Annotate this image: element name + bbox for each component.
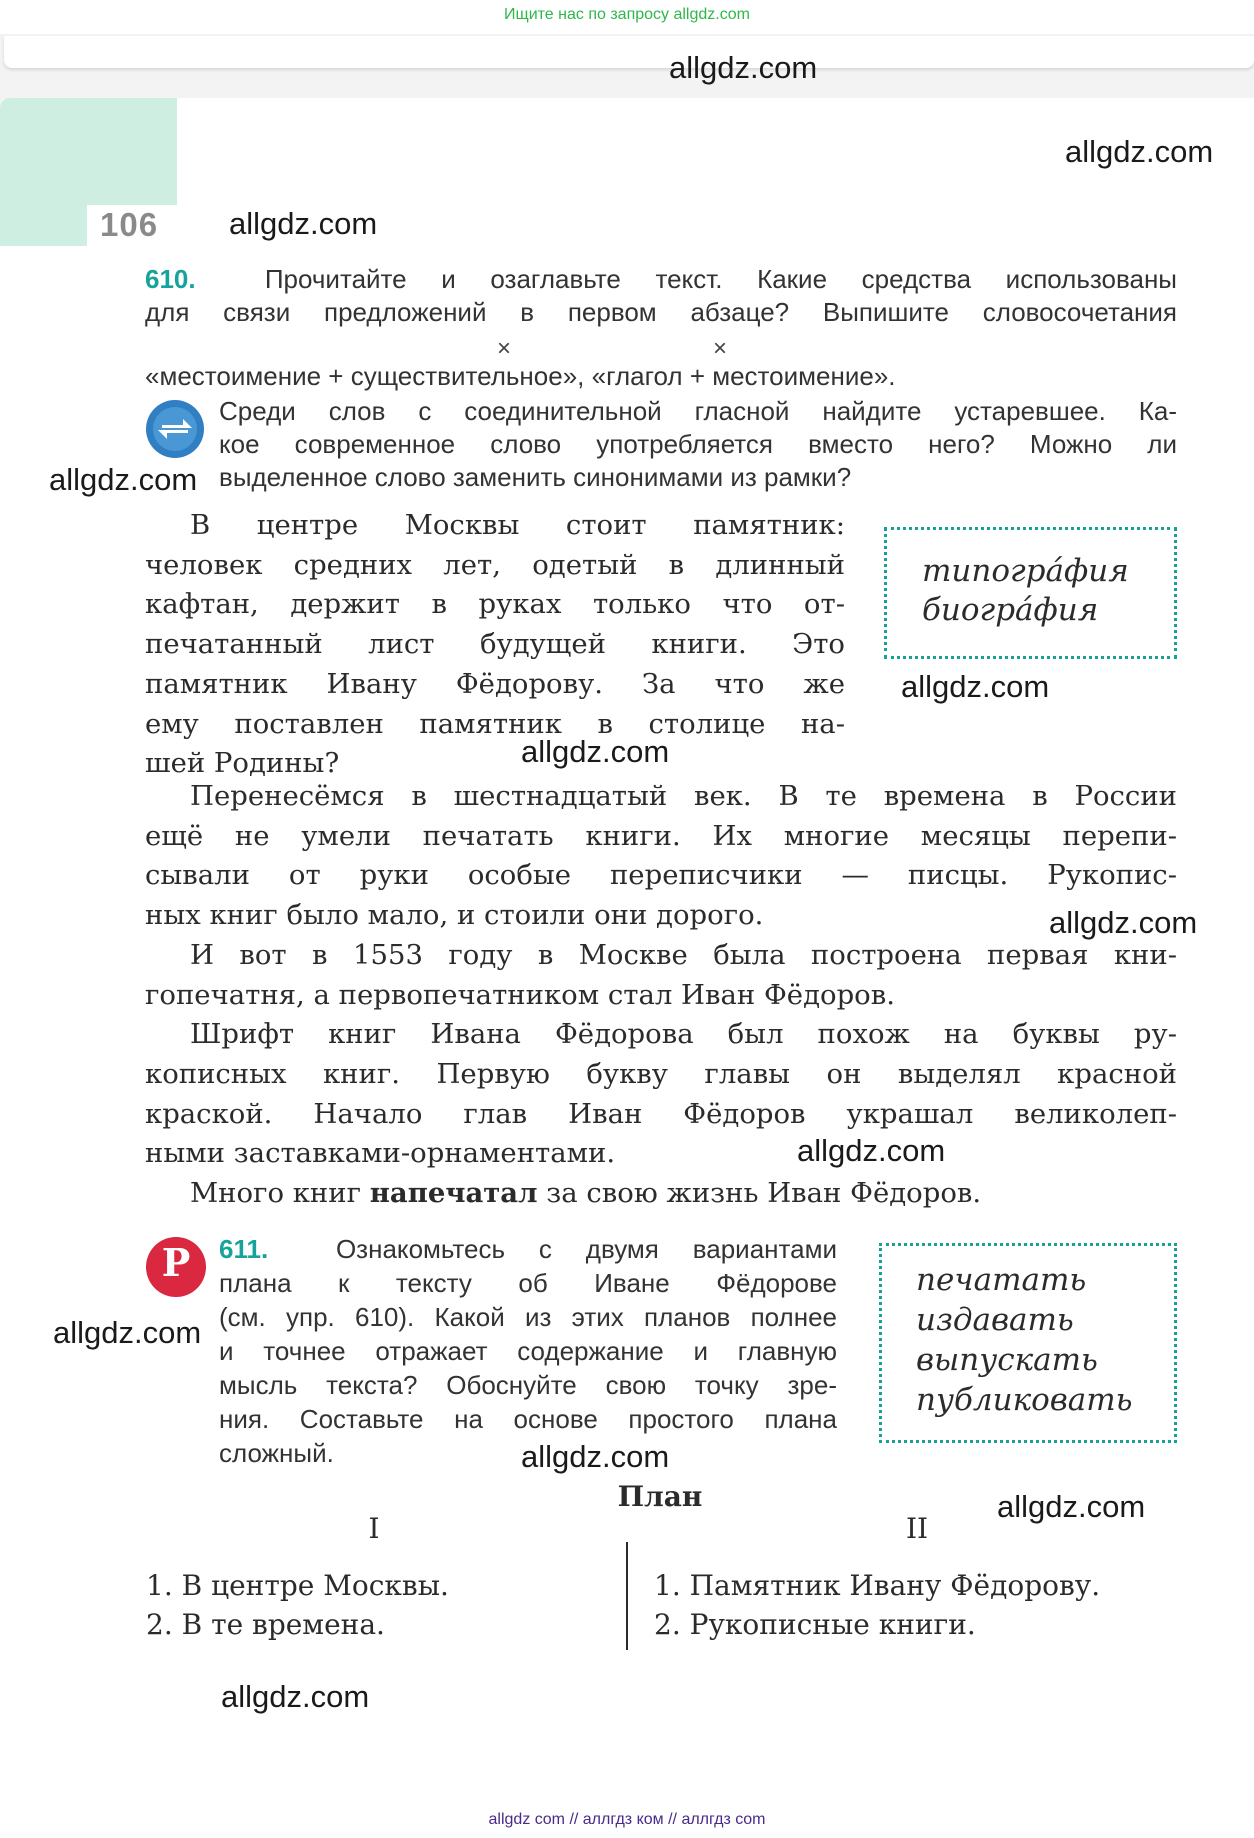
text-paragraph-1: В центре Москвы стоит памятник: человек средних лет, одетый в длинный кафтан, держит в руках только что от- печатанный лист будущей книги. Это памятник Ивану Фёдорову. За что же ему поставлен памятник в столице на- шей Родины? [145, 509, 845, 780]
highlighted-word: напечатал [369, 1177, 538, 1210]
task-611-line-3: (см. упр. 610). Какой из этих планов полнее [219, 1302, 837, 1332]
watermark: allgdz.com [221, 1679, 370, 1714]
watermark: allgdz.com [997, 1489, 1146, 1524]
plan-1-heading: I [368, 1512, 380, 1545]
task-610-extra-line-3: выделенное слово заменить синонимами из рамки? [219, 462, 852, 492]
plan-item: 1. Памятник Ивану Фёдорову. [654, 1569, 1101, 1602]
plan-1-list [146, 1566, 449, 1644]
previous-page-edge [4, 36, 1254, 68]
watermark: allgdz.com [797, 1133, 946, 1168]
watermark: allgdz.com [521, 1439, 670, 1474]
swap-arrows-icon [145, 399, 205, 459]
plan-divider [626, 1542, 628, 1650]
watermark: allgdz.com [1065, 134, 1214, 169]
watermark: allgdz.com [229, 206, 378, 241]
last-sentence: Много книг напечатал за свою жизнь Иван Фёдоров. [190, 1177, 982, 1210]
plan-item: 2. Рукописные книги. [654, 1608, 976, 1641]
text-paragraphs: Перенесёмся в шестнадцатый век. В те времена в России ещё не умели печатать книги. Их многие месяцы перепи- сывали от руки особые переписчики — писцы. Рукопис- ных книг было мало, и стоили они дорого. И вот в 1553 году в Москве была построена первая кни- гопечатня, а первопечатником стал Иван Фёдоров. Шрифт книг Ивана Фёдорова был похож на буквы ру- кописных книг. Первую букву главы он выделял красной краской. Начало глав Иван Фёдоров украшал великолеп- ными заставками-орнаментами. Много книг напечатал за свою жизнь Иван Фёдоров. [145, 777, 1177, 1214]
watermark: allgdz.com [1049, 905, 1198, 940]
box-word: выпускать [916, 1342, 1098, 1378]
watermark: allgdz.com [521, 734, 670, 769]
box-word: публиковать [916, 1382, 1133, 1418]
task-611-line-7: сложный. [219, 1438, 334, 1468]
task-611-line-6: ния. Составьте на основе простого плана [219, 1404, 837, 1434]
task-610-number: 610. [145, 264, 196, 294]
task-611-line-4: и точнее отражает содержание и главную [219, 1336, 837, 1366]
task-611-number: 611. [219, 1234, 269, 1264]
watermark: allgdz.com [901, 669, 1050, 704]
task-610-extra-line-1: Среди слов с соединительной гласной найдите устаревшее. Ка- [219, 396, 1177, 426]
watermark: allgdz.com [53, 1315, 202, 1350]
top-banner-text[interactable]: Ищите нас по запросу allgdz.com [504, 6, 750, 23]
task-611-line-1: 611. Ознакомьтесь с двумя вариантами [219, 1234, 838, 1264]
badge-r-letter: Р [161, 1240, 191, 1285]
box-word: печатать [916, 1262, 1087, 1298]
box-word: биогра́фия [922, 592, 1099, 628]
plan-title: План [617, 1480, 703, 1513]
box-word: издавать [916, 1302, 1074, 1338]
watermark: allgdz.com [49, 462, 198, 497]
plan-2-list [654, 1566, 1100, 1644]
cross-mark: × [713, 335, 728, 362]
plan-2-heading: II [905, 1512, 929, 1545]
watermark: allgdz.com [669, 50, 818, 85]
plan-item: 2. В те времена. [146, 1608, 385, 1641]
plan-item: 1. В центре Москвы. [146, 1569, 449, 1602]
box-word: типогра́фия [922, 553, 1129, 589]
task-611-line-2: плана к тексту об Иване Фёдорове [219, 1268, 837, 1298]
task-610-line-1: 610. Прочитайте и озаглавьте текст. Какие средства использованы [145, 264, 1177, 294]
task-610-line-2: для связи предложений в первом абзаце? Выпишите словосочетания [145, 297, 1177, 327]
cross-mark: × [497, 335, 512, 362]
page-number: 106 [100, 206, 159, 243]
bottom-banner-text[interactable]: allgdz com // аллгдз ком // аллгдз com [488, 1811, 766, 1828]
task-610-line-3: «местоимение + существительное», «глагол + местоимение». [145, 361, 896, 391]
task-610-extra-line-2: кое современное слово употребляется вместо него? Можно ли [219, 429, 1177, 459]
task-611-line-5: мысль текста? Обоснуйте свою точку зре- [219, 1370, 837, 1400]
